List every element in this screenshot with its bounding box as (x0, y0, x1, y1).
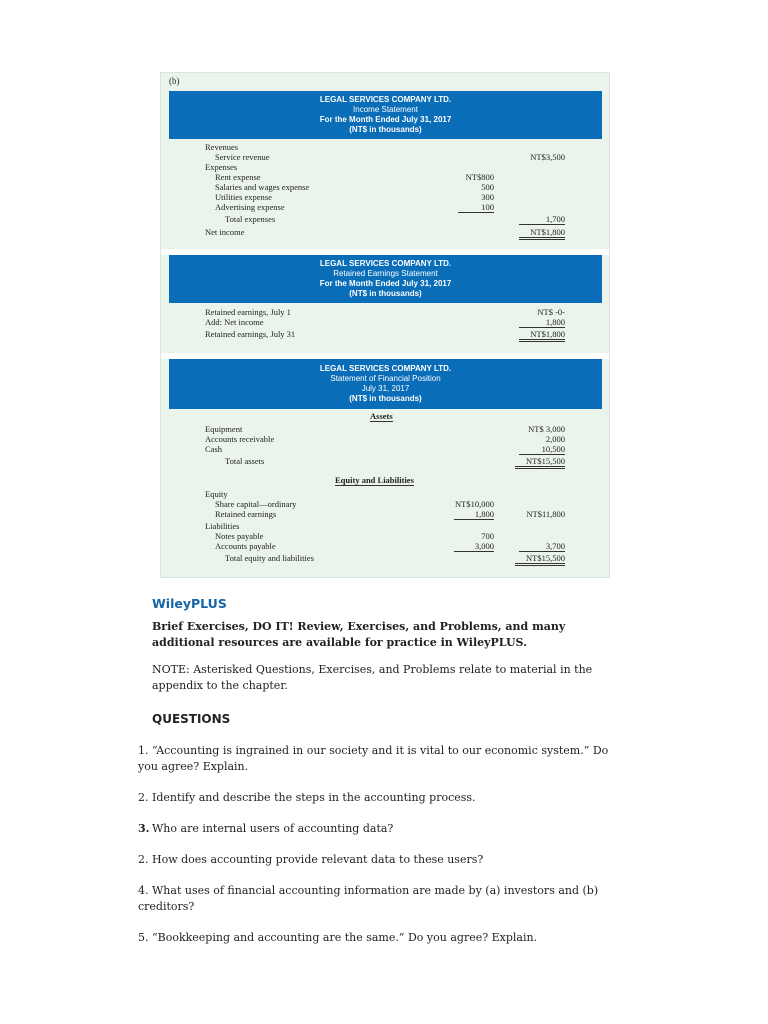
financial-position-header (169, 359, 602, 409)
question-item (138, 852, 618, 868)
company-name: LEGAL SERVICES COMPANY LTD. (319, 95, 452, 104)
share-capital-amount: NT$10,000 (455, 499, 494, 509)
question-number: 1. (138, 744, 149, 757)
add-net-income-amount: 1,800 (519, 317, 565, 328)
statement-period: July 31, 2017 (361, 384, 410, 393)
question-text: Who are internal users of accounting data? (152, 822, 394, 835)
retained-begin-label: Retained earnings, July 1 (205, 307, 291, 317)
statement-title: Retained Earnings Statement (333, 269, 438, 278)
cash-label: Cash (205, 444, 222, 454)
figure-label: (b) (169, 76, 180, 86)
retained-earnings-label: Retained earnings (215, 509, 277, 519)
question-item (138, 790, 618, 806)
net-income-label: Net income (205, 227, 245, 237)
statement-units: (NT$ in thousands) (349, 394, 422, 403)
notes-payable-amount: 700 (481, 531, 494, 541)
statement-title: Statement of Financial Position (330, 374, 441, 383)
equity-label: Equity (205, 489, 228, 499)
share-capital-label: Share capital—ordinary (215, 499, 297, 509)
retained-end-label: Retained earnings, July 31 (205, 329, 296, 339)
total-expenses-amount: 1,700 (519, 214, 565, 225)
salaries-expense-amount: 500 (481, 182, 494, 192)
equipment-amount: NT$ 3,000 (528, 424, 565, 434)
financial-statements-figure (160, 72, 610, 578)
note-text: NOTE: Asterisked Questions, Exercises, and Problems relate to material in the appendix to the chapter. (152, 663, 593, 692)
advertising-expense-label: Advertising expense (215, 202, 285, 212)
questions-heading: QUESTIONS (152, 712, 231, 726)
total-assets-label: Total assets (225, 456, 265, 466)
equity-liabilities-heading: Equity and Liabilities (335, 475, 414, 485)
question-item (138, 883, 618, 915)
service-revenue-label: Service revenue (215, 152, 270, 162)
retained-earnings-header (169, 255, 602, 303)
receivable-label: Accounts receivable (205, 434, 275, 444)
utilities-expense-label: Utilities expense (215, 192, 272, 202)
total-equity-liabilities-label: Total equity and liabilities (225, 553, 314, 563)
utilities-expense-amount: 300 (481, 192, 494, 202)
accounts-payable-label: Accounts payable (215, 541, 276, 551)
liabilities-label: Liabilities (205, 521, 240, 531)
income-statement-header (169, 91, 602, 139)
statement-title: Income Statement (353, 105, 418, 114)
question-text: How does accounting provide relevant data to these users? (152, 853, 484, 866)
company-name: LEGAL SERVICES COMPANY LTD. (319, 259, 452, 268)
question-number: 2. (138, 791, 149, 804)
question-item (138, 743, 618, 775)
statement-period: For the Month Ended July 31, 2017 (319, 279, 452, 288)
retained-begin-amount: NT$ -0- (537, 307, 565, 317)
company-name: LEGAL SERVICES COMPANY LTD. (319, 364, 452, 373)
question-text: “Bookkeeping and accounting are the same.” Do you agree? Explain. (152, 931, 538, 944)
equity-total-amount: NT$11,800 (526, 509, 565, 519)
question-number: 3. (138, 822, 150, 835)
wileyplus-heading: WileyPLUS (152, 596, 227, 611)
salaries-expense-label: Salaries and wages expense (215, 182, 310, 192)
statement-units: (NT$ in thousands) (349, 289, 422, 298)
question-number: 4. (138, 884, 149, 897)
expenses-label: Expenses (205, 162, 238, 172)
net-income-amount: NT$1,800 (519, 227, 565, 240)
rent-expense-amount: NT$800 (465, 172, 494, 182)
revenues-label: Revenues (205, 142, 239, 152)
liabilities-total-amount: 3,700 (519, 541, 565, 552)
question-number: 2. (138, 853, 149, 866)
question-text: “Accounting is ingrained in our society and it is vital to our economic system.” Do you agree? Explain. (138, 744, 609, 773)
assets-heading: Assets (370, 411, 393, 421)
equipment-label: Equipment (205, 424, 243, 434)
total-assets-amount: NT$15,500 (515, 456, 565, 469)
accounts-payable-amount: 3,000 (454, 541, 494, 552)
cash-amount: 10,500 (519, 444, 565, 455)
advertising-expense-amount: 100 (458, 202, 494, 213)
retained-earnings-amount: 1,800 (454, 509, 494, 520)
notes-payable-label: Notes payable (215, 531, 264, 541)
service-revenue-amount: NT$3,500 (530, 152, 565, 162)
rent-expense-label: Rent expense (215, 172, 261, 182)
add-net-income-label: Add: Net income (205, 317, 264, 327)
statement-period: For the Month Ended July 31, 2017 (319, 115, 452, 124)
question-number: 5. (138, 931, 149, 944)
question-text: What uses of financial accounting information are made by (a) investors and (b) creditors? (138, 884, 599, 913)
total-equity-liabilities-amount: NT$15,500 (515, 553, 565, 566)
retained-end-amount: NT$1,800 (519, 329, 565, 342)
statement-units: (NT$ in thousands) (349, 125, 422, 134)
receivable-amount: 2,000 (545, 434, 565, 444)
total-expenses-label: Total expenses (225, 214, 276, 224)
question-text: Identify and describe the steps in the accounting process. (152, 791, 476, 804)
question-item (138, 821, 618, 837)
brief-exercises-text: Brief Exercises, DO IT! Review, Exercises, and Problems, and many additional resources are available for practice in WileyPLUS. (152, 620, 566, 649)
question-item (138, 930, 618, 946)
